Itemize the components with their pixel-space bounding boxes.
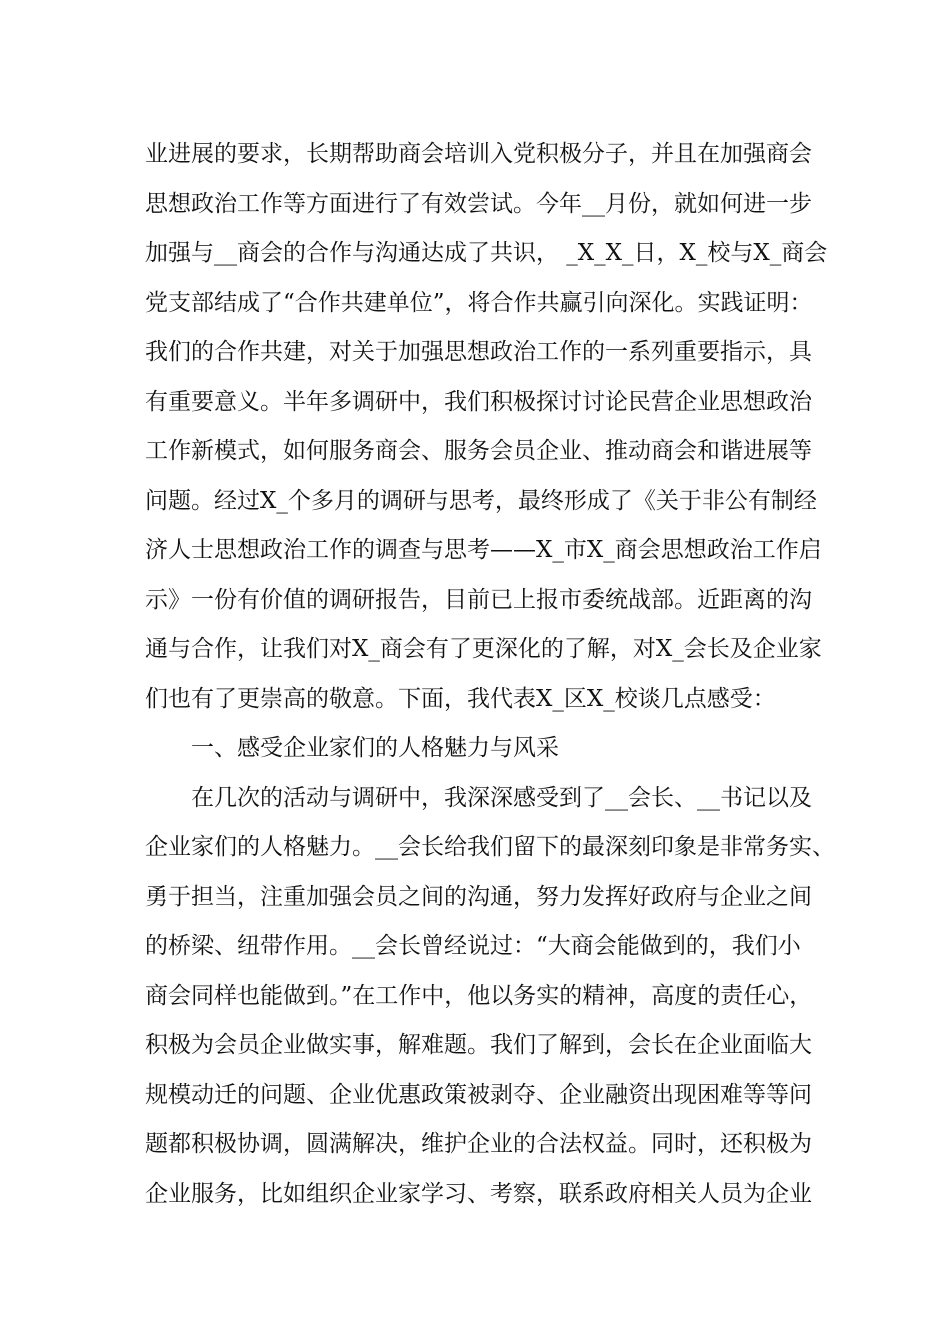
body-line: 我们的合作共建，对关于加强思想政治工作的一系列重要指示，具	[145, 339, 812, 365]
section-heading: 一、感受企业家们的人格魅力与风采	[191, 735, 559, 761]
body-line: 题都积极协调，圆满解决，维护企业的合法权益。同时，还积极为	[145, 1131, 812, 1157]
body-line: 们也有了更崇高的敬意。下面，我代表X_区X_校谈几点感受：	[145, 685, 776, 712]
body-line: 通与合作，让我们对X_商会有了更深化的了解，对X_会长及企业家	[145, 636, 822, 662]
body-line: 示》一份有价值的调研报告，目前已上报市委统战部。近距离的沟	[145, 586, 812, 613]
body-line: 工作新模式，如何服务商会、服务会员企业、推动商会和谐进展等	[145, 438, 812, 464]
body-line: 有重要意义。半年多调研中，我们积极探讨讨论民营企业思想政治	[145, 388, 812, 415]
paragraph-first-line: 在几次的活动与调研中，我深深感受到了__会长、__书记以及	[191, 784, 812, 811]
body-line: 企业服务，比如组织企业家学习、考察，联系政府相关人员为企业	[145, 1180, 812, 1207]
body-line: 济人士思想政治工作的调查与思考——X_市X_商会思想政治工作启	[145, 537, 822, 563]
body-line: 思想政治工作等方面进行了有效尝试。今年__月份，就如何进一步	[145, 190, 812, 217]
body-line: 企业家们的人格魅力。__会长给我们留下的最深刻印象是非常务实、	[145, 834, 835, 860]
body-line: 勇于担当，注重加强会员之间的沟通，努力发挥好政府与企业之间	[145, 883, 812, 910]
document-body	[145, 130, 835, 1219]
body-line: 业进展的要求，长期帮助商会培训入党积极分子，并且在加强商会	[145, 141, 812, 167]
body-line: 的桥梁、纽带作用。__会长曾经说过：“大商会能做到的，我们小	[145, 933, 801, 959]
body-line: 规模动迁的问题、企业优惠政策被剥夺、企业融资出现困难等等问	[145, 1081, 812, 1108]
body-line: 问题。经过X_个多月的调研与思考，最终形成了《关于非公有制经	[145, 487, 817, 514]
body-line: 加强与__商会的合作与沟通达成了共识， _X_X_日，X_校与X_商会	[145, 240, 828, 266]
body-line: 商会同样也能做到。”在工作中，他以务实的精神，高度的责任心，	[145, 982, 813, 1009]
body-line: 积极为会员企业做实事，解难题。我们了解到，会长在企业面临大	[145, 1032, 812, 1058]
body-line: 党支部结成了“合作共建单位”，将合作共赢引向深化。实践证明：	[145, 289, 813, 316]
